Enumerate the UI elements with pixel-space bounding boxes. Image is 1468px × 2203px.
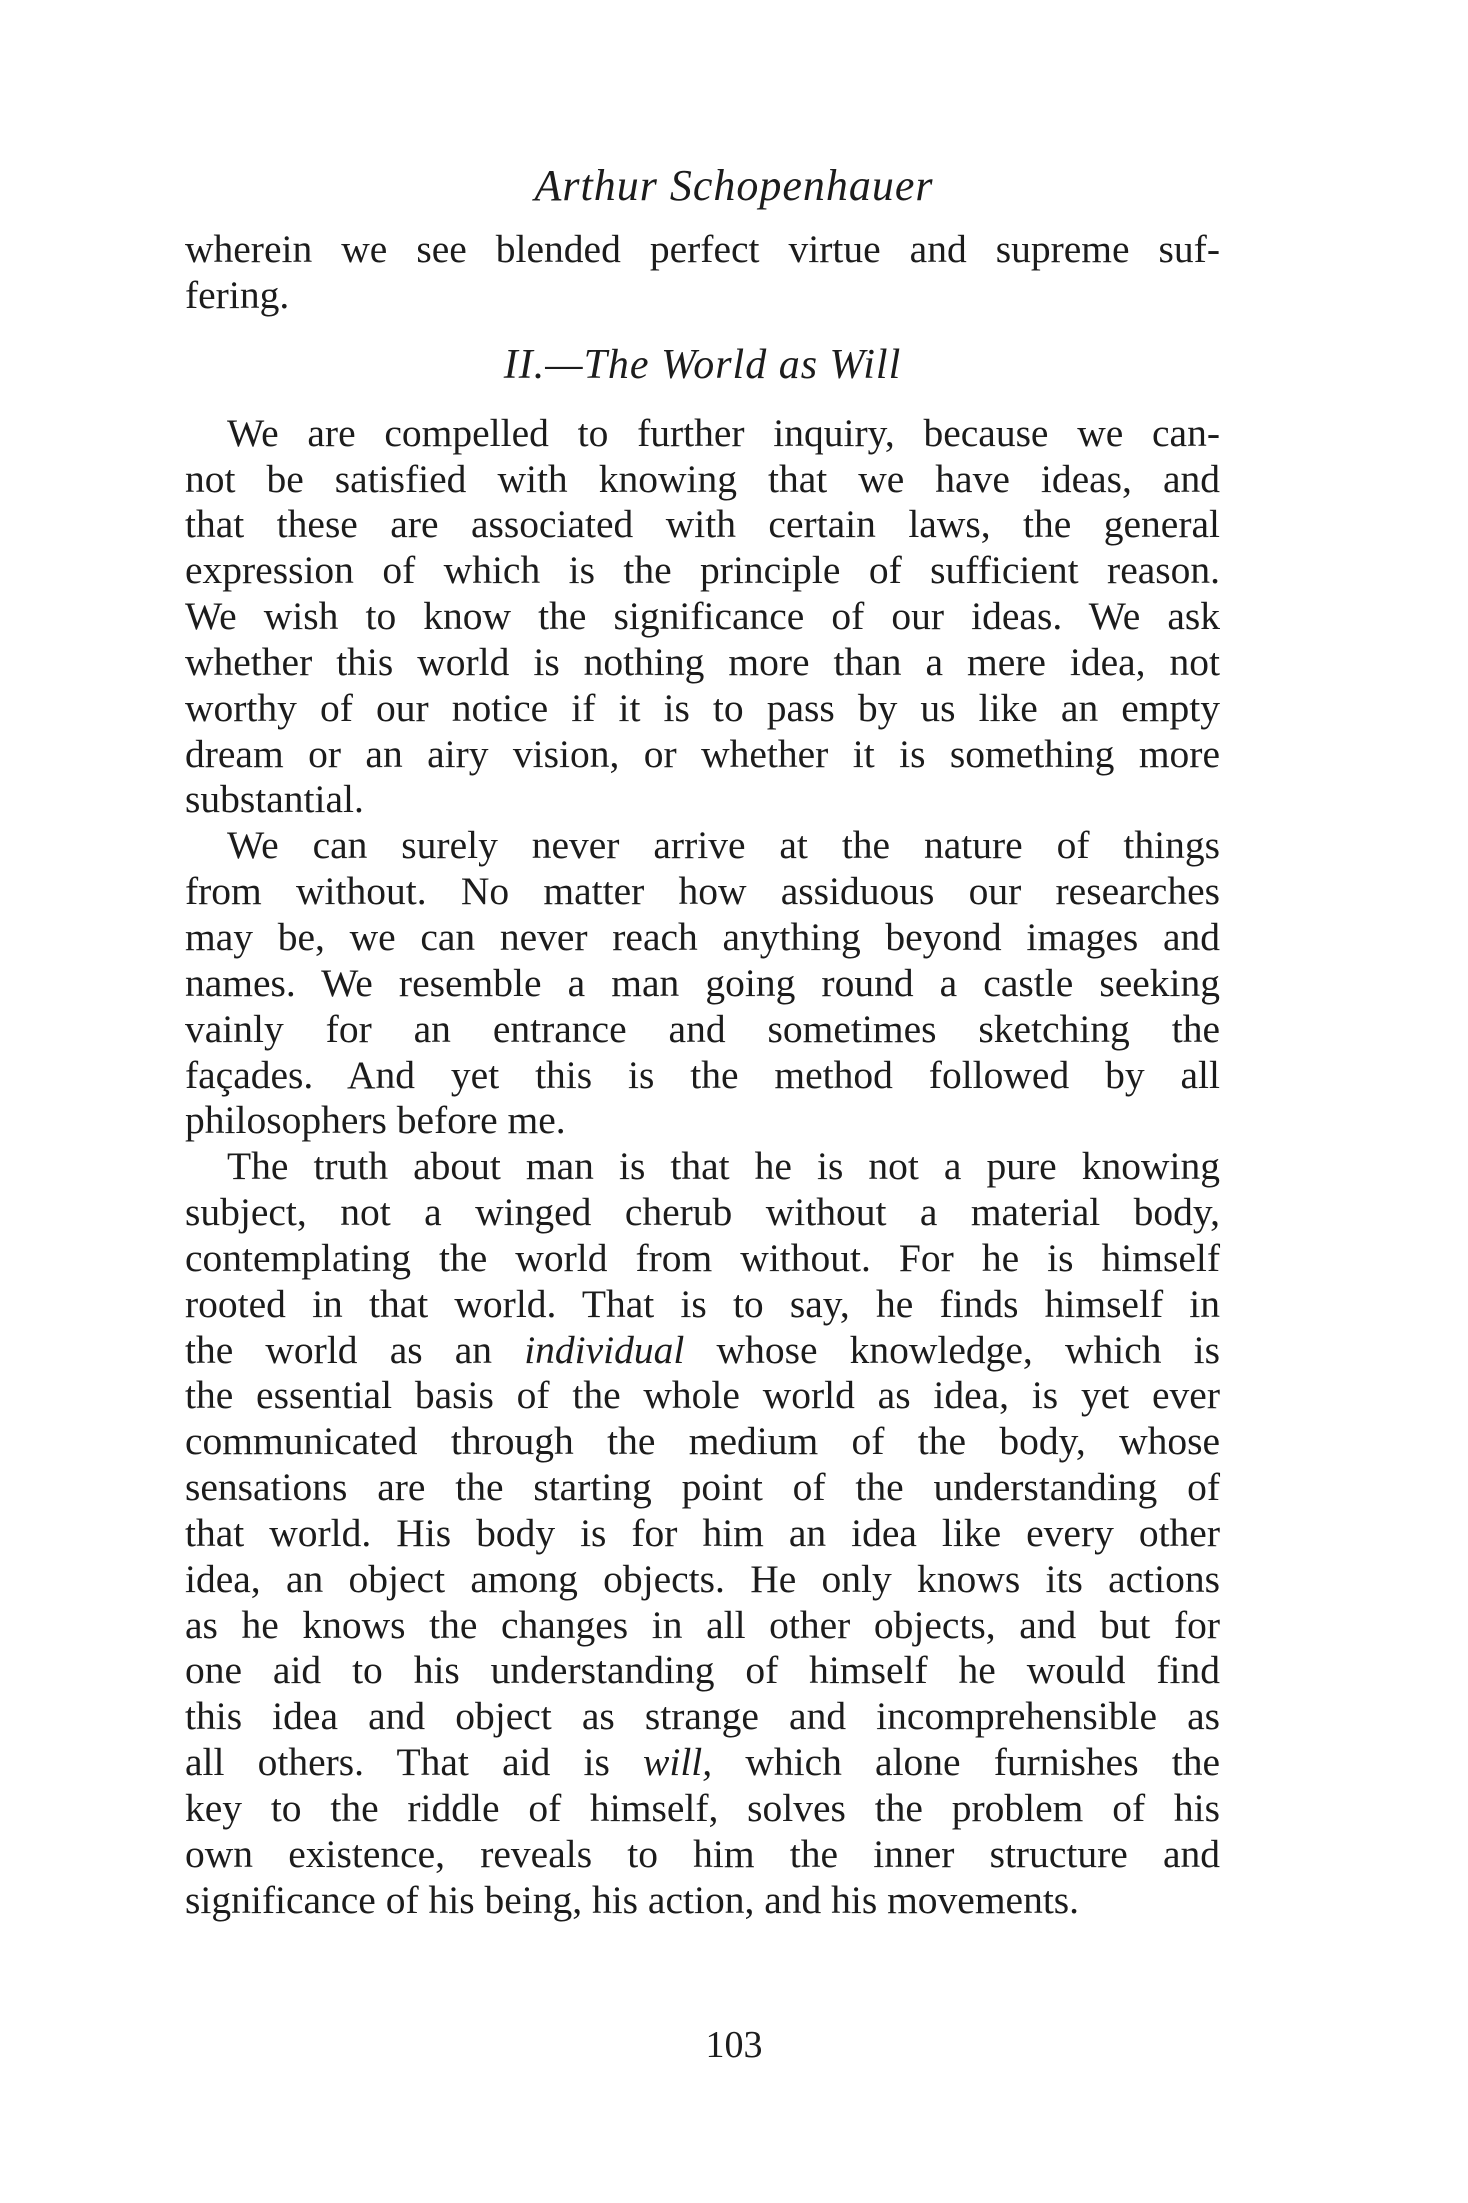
text-line: philosophers before me. — [185, 1098, 566, 1143]
text-line: this idea and object as strange and incomprehensible as — [185, 1694, 1220, 1739]
text-line: façades. And yet this is the method followed by all — [185, 1052, 1220, 1097]
text-line: own existence, reveals to him the inner structure and — [185, 1831, 1220, 1876]
paragraph-p2 — [185, 823, 1220, 1144]
text-line: vainly for an entrance and sometimes sketching the — [185, 1006, 1220, 1051]
text-line: substantial. — [185, 777, 364, 822]
running-head: Arthur Schopenhauer — [534, 161, 934, 210]
section-title: II.—The World as Will — [503, 341, 902, 388]
page-number: 103 — [705, 2024, 763, 2066]
text-line: fering. — [185, 272, 290, 317]
text-line: from without. No matter how assiduous our researches — [185, 869, 1220, 914]
text-segment: the world as an — [185, 1327, 525, 1372]
text-line: the essential basis of the whole world as idea, is yet ever — [185, 1373, 1220, 1418]
text-line — [185, 1740, 1220, 1786]
italic-word: will, — [643, 1740, 713, 1785]
text-line: dream or an airy vision, or whether it is something more — [185, 731, 1220, 776]
text-line: one aid to his understanding of himself he would find — [185, 1648, 1220, 1693]
text-line: sensations are the starting point of the understanding of — [185, 1465, 1220, 1510]
text-segment: whose knowledge, which is — [684, 1327, 1220, 1372]
text-line: expression of which is the principle of sufficient reason. — [185, 548, 1220, 593]
text-line — [185, 1328, 1220, 1374]
paragraph-p1 — [185, 411, 1220, 824]
text-line: whether this world is nothing more than a mere idea, not — [185, 639, 1220, 684]
text-line: that these are associated with certain laws, the general — [185, 502, 1220, 547]
text-line: rooted in that world. That is to say, he finds himself in — [185, 1281, 1220, 1326]
text-line: communicated through the medium of the body, whose — [185, 1419, 1220, 1464]
text-line: wherein we see blended perfect virtue and supreme suf- — [185, 227, 1220, 271]
text-line: key to the riddle of himself, solves the problem of his — [185, 1786, 1220, 1830]
text-line: We can surely never arrive at the nature of things — [227, 823, 1220, 868]
text-line: contemplating the world from without. For he is himself — [185, 1235, 1220, 1280]
text-line: not be satisfied with knowing that we have ideas, and — [185, 456, 1220, 501]
text-line: names. We resemble a man going round a castle seeking — [185, 960, 1220, 1005]
paragraph-p3 — [185, 1144, 1220, 1923]
text-line: We wish to know the significance of our ideas. We ask — [185, 594, 1220, 639]
text-segment: all others. That aid is — [185, 1740, 644, 1785]
text-line: We are compelled to further inquiry, because we can- — [227, 410, 1220, 455]
text-line: worthy of our notice if it is to pass by us like an empty — [185, 685, 1220, 730]
text-segment: which alone furnishes the — [712, 1740, 1220, 1785]
text-line: may be, we can never reach anything beyond images and — [185, 914, 1220, 959]
text-block — [185, 227, 1220, 1924]
text-line: significance of his being, his action, and his movements. — [185, 1877, 1080, 1922]
text-line: idea, an object among objects. He only knows its actions — [185, 1556, 1220, 1601]
paragraph-p0 — [185, 227, 1220, 319]
text-line: The truth about man is that he is not a pure knowing — [227, 1144, 1220, 1189]
italic-word: individual — [524, 1327, 685, 1372]
text-line: as he knows the changes in all other objects, and but for — [185, 1602, 1220, 1647]
text-line: subject, not a winged cherub without a material body, — [185, 1190, 1220, 1235]
text-line: that world. His body is for him an idea like every other — [185, 1510, 1220, 1555]
